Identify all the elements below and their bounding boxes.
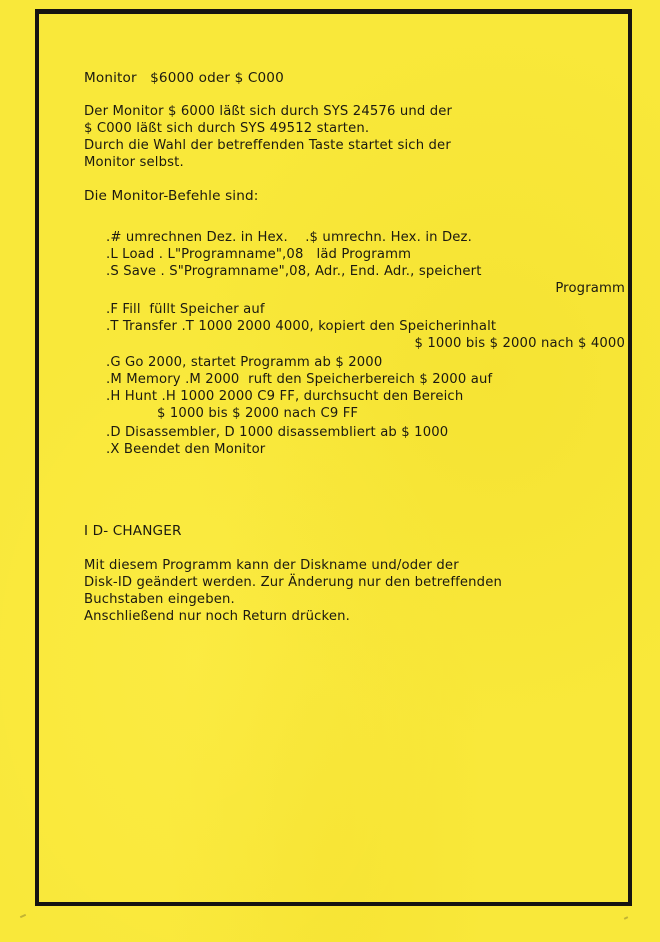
command-convert: .# umrechnen Dez. in Hex. .$ umrechn. Hex. in Dez.: [106, 230, 472, 245]
command-load: .L Load . L"Programname",08 läd Programm: [106, 247, 412, 262]
paper-smudge-mark: [624, 916, 628, 920]
command-fill: .F Fill füllt Speicher auf: [106, 302, 265, 317]
paper-smudge-mark: [20, 914, 26, 918]
command-save: .S Save . S"Programname",08, Adr., End. Adr., speichert: [106, 264, 482, 279]
monitor-intro-line: Der Monitor $ 6000 läßt sich durch SYS 24576 und der: [84, 104, 453, 119]
command-disassembler: .D Disassembler, D 1000 disassembliert ab $ 1000: [106, 425, 449, 440]
monitor-intro-line: Durch die Wahl der betreffenden Taste startet sich der: [84, 138, 451, 153]
id-changer-body-line: Anschließend nur noch Return drücken.: [84, 609, 350, 624]
command-exit: .X Beendet den Monitor: [106, 442, 266, 457]
command-transfer: .T Transfer .T 1000 2000 4000, kopiert den Speicherinhalt: [106, 319, 497, 334]
command-memory: .M Memory .M 2000 ruft den Speicherbereich $ 2000 auf: [106, 372, 493, 387]
id-changer-body-line: Buchstaben eingeben.: [84, 592, 235, 607]
command-go: .G Go 2000, startet Programm ab $ 2000: [106, 355, 383, 370]
monitor-intro-line: Monitor selbst.: [84, 155, 184, 170]
monitor-heading: Monitor $6000 oder $ C000: [84, 70, 284, 86]
command-hunt-continuation: $ 1000 bis $ 2000 nach C9 FF: [157, 406, 359, 421]
command-hunt: .H Hunt .H 1000 2000 C9 FF, durchsucht den Bereich: [106, 389, 464, 404]
command-save-continuation: Programm: [555, 281, 625, 296]
command-transfer-continuation: $ 1000 bis $ 2000 nach $ 4000: [414, 336, 625, 351]
id-changer-heading: I D- CHANGER: [84, 523, 182, 539]
id-changer-body-line: Mit diesem Programm kann der Diskname und/oder der: [84, 558, 459, 573]
monitor-intro-line: $ C000 läßt sich durch SYS 49512 starten.: [84, 121, 370, 136]
id-changer-body-line: Disk-ID geändert werden. Zur Änderung nur den betreffenden: [84, 575, 502, 590]
commands-heading: Die Monitor-Befehle sind:: [84, 188, 259, 204]
